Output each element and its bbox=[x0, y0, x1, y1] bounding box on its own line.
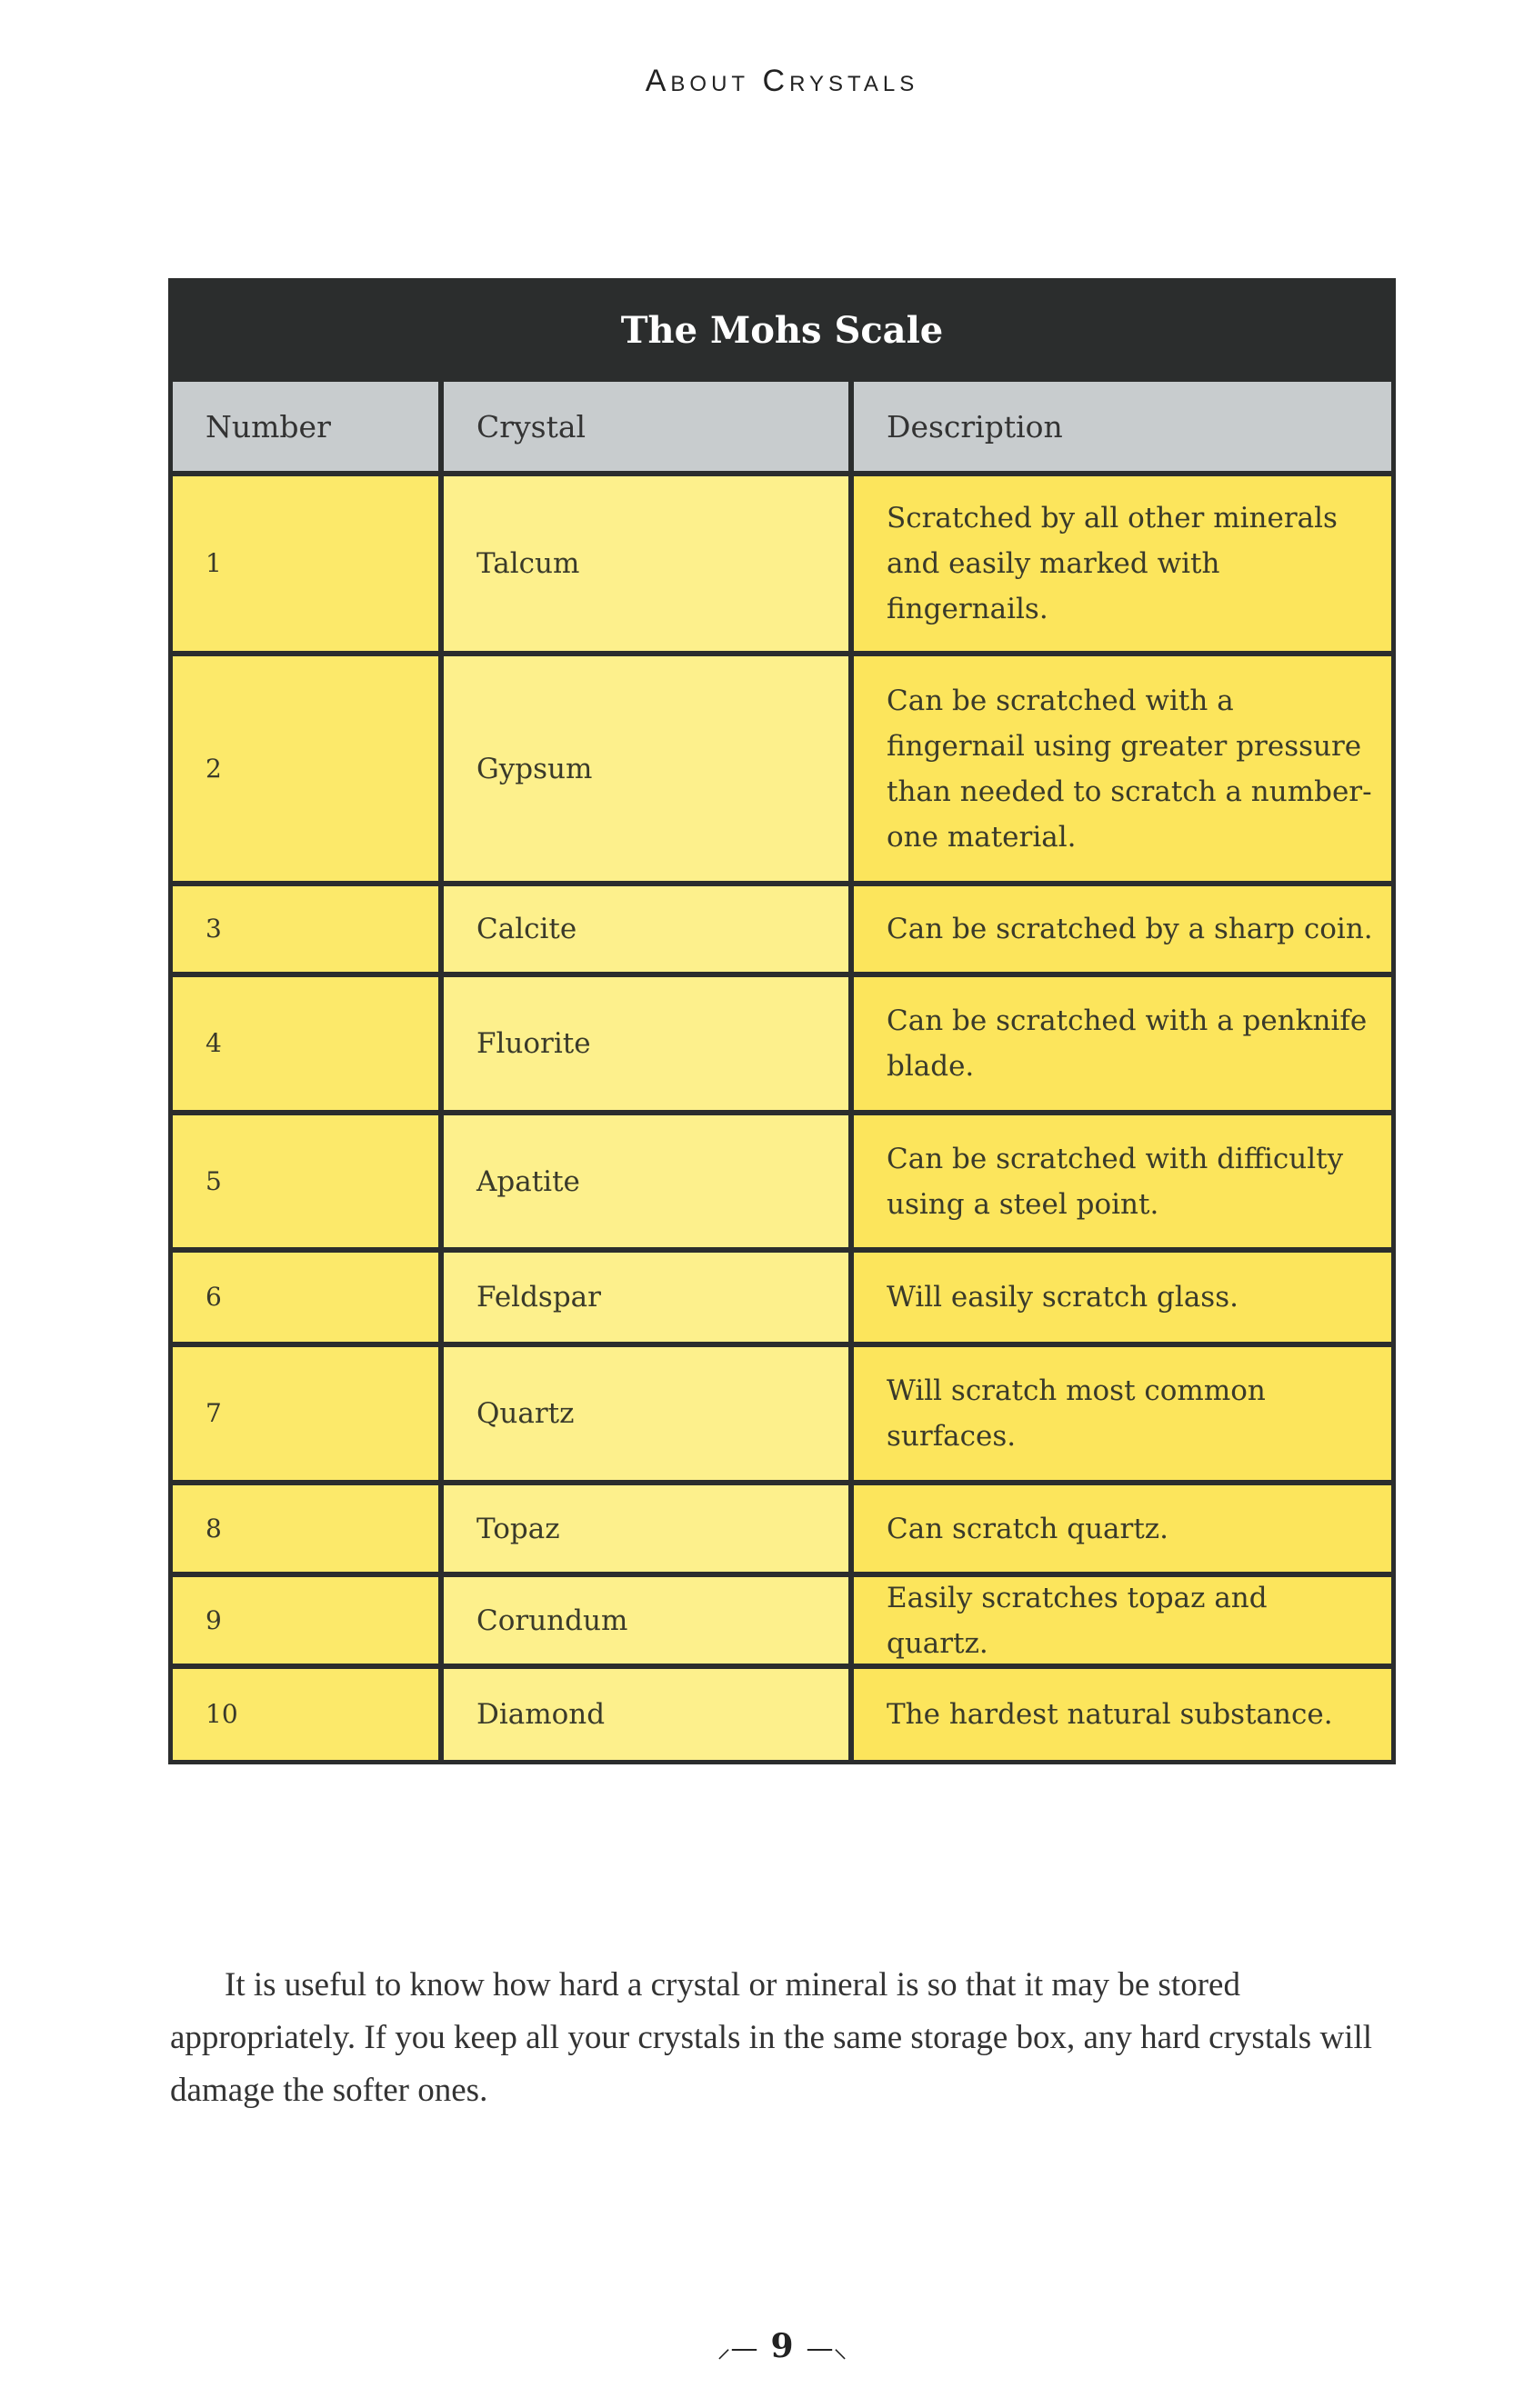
cell-number: 7 bbox=[173, 1347, 438, 1480]
cell-description: Will scratch most common surfaces. bbox=[854, 1347, 1391, 1480]
header-description: Description bbox=[854, 382, 1391, 471]
cell-description: Can be scratched with a penknife blade. bbox=[854, 977, 1391, 1110]
ornament-left-icon: ⸝— bbox=[717, 2333, 758, 2364]
cell-number: 9 bbox=[173, 1577, 438, 1664]
ornament-right-icon: —⸜ bbox=[806, 2333, 847, 2364]
cell-crystal: Corundum bbox=[444, 1577, 848, 1664]
cell-crystal: Feldspar bbox=[444, 1253, 848, 1342]
cell-number: 4 bbox=[173, 977, 438, 1110]
cell-crystal: Apatite bbox=[444, 1115, 848, 1247]
cell-number: 3 bbox=[173, 886, 438, 972]
cell-description: Can be scratched by a sharp coin. bbox=[854, 886, 1391, 972]
cell-crystal: Talcum bbox=[444, 476, 848, 651]
cell-crystal: Gypsum bbox=[444, 656, 848, 881]
cell-number: 2 bbox=[173, 656, 438, 881]
table-grid bbox=[173, 382, 1391, 1760]
cell-crystal: Diamond bbox=[444, 1669, 848, 1760]
cell-crystal: Topaz bbox=[444, 1485, 848, 1572]
cell-number: 8 bbox=[173, 1485, 438, 1572]
cell-description: Will easily scratch glass. bbox=[854, 1253, 1391, 1342]
cell-description: The hardest natural substance. bbox=[854, 1669, 1391, 1760]
table-title: The Mohs Scale bbox=[620, 308, 944, 352]
cell-description: Can be scratched with a fingernail using greater pressure than needed to scratch a number-one material. bbox=[854, 656, 1391, 881]
cell-description: Can scratch quartz. bbox=[854, 1485, 1391, 1572]
cell-crystal: Calcite bbox=[444, 886, 848, 972]
cell-number: 10 bbox=[173, 1669, 438, 1760]
cell-description: Can be scratched with difficulty using a steel point. bbox=[854, 1115, 1391, 1247]
cell-crystal: Quartz bbox=[444, 1347, 848, 1480]
running-head: About Crystals bbox=[645, 64, 919, 98]
cell-number: 5 bbox=[173, 1115, 438, 1247]
mohs-scale-table bbox=[168, 278, 1396, 1764]
header-crystal: Crystal bbox=[444, 382, 848, 471]
cell-crystal: Fluorite bbox=[444, 977, 848, 1110]
page-footer bbox=[0, 2327, 1514, 2365]
header-number: Number bbox=[173, 382, 438, 471]
page-number: 9 bbox=[770, 2327, 794, 2365]
cell-description: Easily scratches topaz and quartz. bbox=[854, 1577, 1391, 1664]
cell-number: 1 bbox=[173, 476, 438, 651]
body-paragraph: It is useful to know how hard a crystal or mineral is so that it may be stored appropriately. If you keep all your crystals in the same storage box, any hard crystals will damage the softer ones. bbox=[170, 1966, 1373, 2109]
cell-description: Scratched by all other minerals and easily marked with fingernails. bbox=[854, 476, 1391, 651]
cell-number: 6 bbox=[173, 1253, 438, 1342]
